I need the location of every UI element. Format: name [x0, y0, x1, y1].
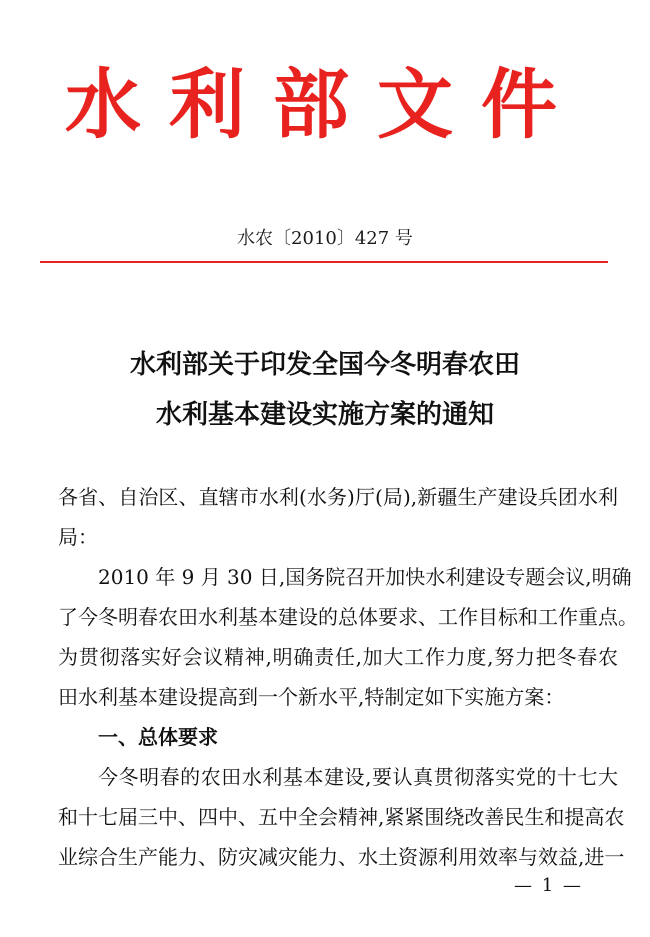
page-number: — 1 — [514, 875, 583, 896]
body-line: 今冬明春的农田水利基本建设,要认真贯彻落实党的十七大 [98, 765, 618, 789]
body-line: 了今冬明春农田水利基本建设的总体要求、工作目标和工作重点。 [58, 605, 638, 629]
body-line-addressee: 各省、自治区、直辖市水利(水务)厅(局),新疆生产建设兵团水利 [58, 485, 618, 509]
document-title-line-1: 水利部关于印发全国今冬明春农田 [129, 350, 520, 380]
body-line-addressee-cont: 局： [58, 525, 98, 549]
body-line: 和十七届三中、四中、五中全会精神,紧紧围绕改善民生和提高农 [58, 805, 625, 829]
body-line: 2010 年 9 月 30 日,国务院召开加快水利建设专题会议,明确 [98, 565, 632, 589]
body-line: 为贯彻落实好会议精神,明确责任,加大工作力度,努力把冬春农 [58, 645, 618, 669]
red-divider-rule [40, 261, 608, 263]
section-heading: 一、总体要求 [98, 725, 218, 749]
document-number: 水农〔2010〕427 号 [237, 228, 413, 249]
document-title-line-2: 水利基本建设实施方案的通知 [155, 400, 494, 430]
document-masthead: 水利部文件 [65, 60, 585, 149]
body-line: 田水利基本建设提高到一个新水平,特制定如下实施方案： [58, 685, 565, 709]
body-line: 业综合生产能力、防灾减灾能力、水土资源利用效率与效益,进一 [58, 845, 625, 869]
